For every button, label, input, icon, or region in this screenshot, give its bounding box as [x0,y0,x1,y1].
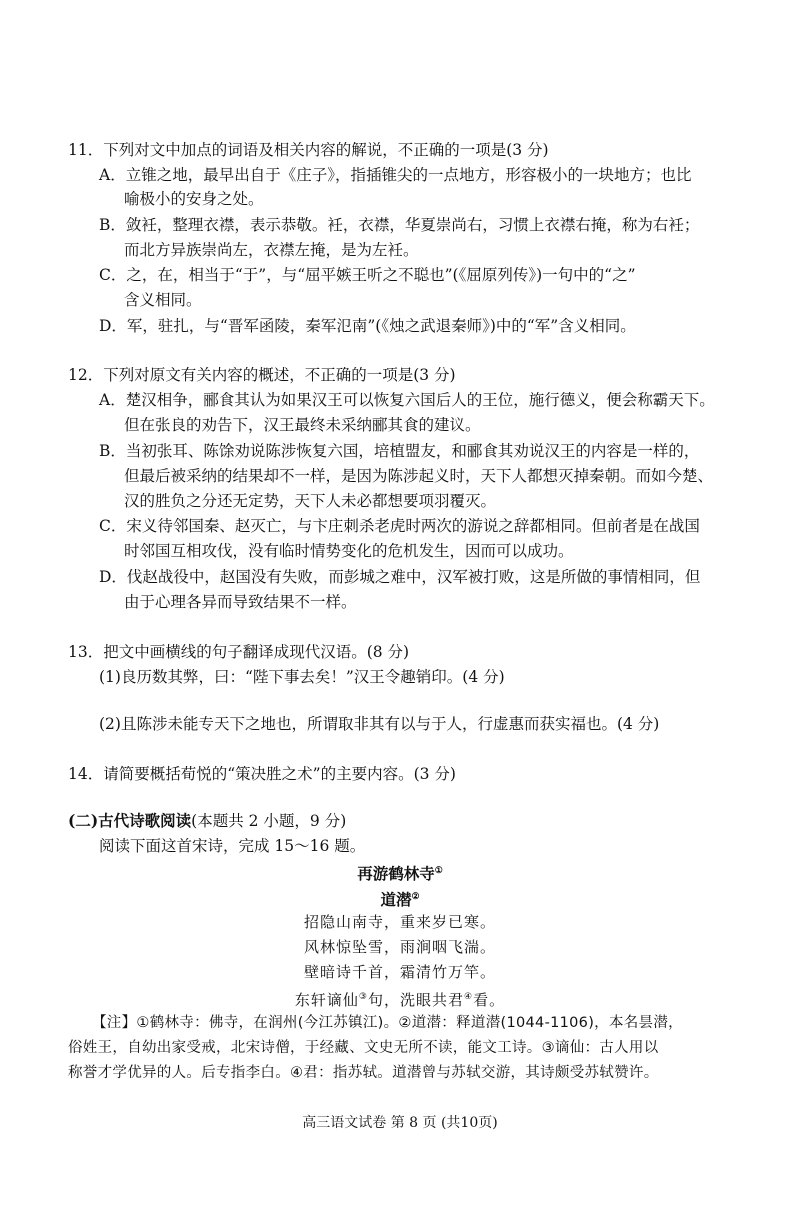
section-title: (二)古代诗歌阅读 [68,811,192,830]
page-footer: 高三语文试卷 第 8 页 (共10页) [302,1115,498,1131]
poem-line-4 [0,987,800,1010]
poem-line-4-mark-1: ③ [358,992,368,1002]
section-heading [68,811,346,831]
poem-line-4-part-b: 句，洗眼共君 [367,991,464,1009]
q13-sentence-2: (2)且陈涉未能专天下之地也，所谓取非其有以与于人，行虚惠而获实福也。(4 分) [99,715,660,733]
q11-option-b-cont: 而北方异族崇尚左，衣襟左掩，是为左衽。 [124,241,419,259]
poem-line-4-part-a: 东轩谪仙 [294,991,359,1009]
section-meta: (本题共 2 小题，9 分) [191,812,347,830]
q12-stem: 12．下列对原文有关内容的概述，不正确的一项是(3 分) [68,366,456,384]
poem-line-4-part-c: 看。 [473,991,506,1009]
poem-line-1: 招隐山南寺，重来岁已寒。 [303,913,496,931]
q14-stem: 14．请简要概括荀悦的“策决胜之术”的主要内容。(3 分) [68,765,456,783]
poem-line-4-mark-2: ④ [464,992,474,1002]
q12-option-b: B．当初张耳、陈馀劝说陈涉恢复六国，培植盟友，和郦食其劝说汉王的内容是一样的， [99,442,700,460]
q11-option-a-cont: 喻极小的安身之处。 [124,190,264,208]
q13-stem: 13．把文中画横线的句子翻译成现代汉语。(8 分) [68,643,410,661]
q11-stem: 11．下列对文中加点的词语及相关内容的解说，不正确的一项是(3 分) [68,141,549,159]
poem-title-text: 再游鹤林寺 [357,864,435,884]
q11-option-c-cont: 含义相同。 [124,291,202,309]
q11-option-d: D．军，驻扎，与“晋军函陵，秦军氾南”(《烛之武退秦师》)中的“军”含义相同。 [99,317,636,335]
q12-option-a: A．楚汉相争，郦食其认为如果汉王可以恢复六国后人的王位，施行德义，便会称霸天下。 [99,391,715,409]
note-line-3: 称誉才学优异的人。后专指李白。④君：指苏轼。道潜曾与苏轼交游，其诗颇受苏轼赞许。 [68,1065,659,1081]
poem-title [0,861,800,884]
q12-option-c: C．宋义待邻国秦、赵灭亡，与卞庄刺杀老虎时两次的游说之辞都相同。但前者是在战国 [99,517,700,535]
q11-option-c: C．之，在，相当于“于”，与“屈平嫉王听之不聪也”(《屈原列传》)一句中的“之” [99,266,636,284]
q12-option-c-cont: 时邻国互相攻伐，没有临时情势变化的危机发生，因而可以成功。 [124,542,574,560]
q12-option-b-cont: 但最后被采纳的结果却不一样，是因为陈涉起义时，天下人都想灭掉秦朝。而如今楚、 [124,467,714,485]
poem-line-2: 风林惊坠雪，雨涧咽飞湍。 [303,938,496,956]
poem-line-3: 壁暗诗千首，霜清竹万竿。 [303,963,496,981]
q11-option-b: B．敛衽，整理衣襟，表示恭敬。衽，衣襟，华夏崇尚右，习惯上衣襟右掩，称为右衽； [99,216,700,234]
poem-author [0,887,800,910]
section-intro: 阅读下面这首宋诗，完成 15～16 题。 [99,837,366,855]
q12-option-d: D．伐赵战役中，赵国没有失败，而彭城之难中，汉军被打败，这是所做的事情相同，但 [99,568,701,586]
note-line-2: 俗姓王，自幼出家受戒，北宋诗僧，于经藏、文史无所不读，能文工诗。③谪仙：古人用以 [68,1040,659,1056]
q12-option-a-cont: 但在张良的劝告下，汉王最终未采纳郦其食的建议。 [124,416,481,434]
q13-sentence-1: (1)良历数其弊，曰：“陛下事去矣！”汉王令趣销印。(4 分) [99,668,505,686]
note-line-1: 【注】①鹤林寺：佛寺，在润州(今江苏镇江)。②道潜：释道潜(1044-1106)，本名昙潜， [92,1015,683,1031]
q12-option-b-cont2: 汉的胜负之分还无定势，天下人未必都想要项羽覆灭。 [124,492,497,510]
poem-author-footnote-mark: ② [411,892,420,902]
poem-author-text: 道潜 [380,890,412,910]
q11-option-a: A．立锥之地，最早出自于《庄子》，指插锥尖的一点地方，形容极小的一块地方；也比 [99,166,692,184]
poem-title-footnote-mark: ① [434,866,443,876]
q12-option-d-cont: 由于心理各异而导致结果不一样。 [124,593,357,611]
